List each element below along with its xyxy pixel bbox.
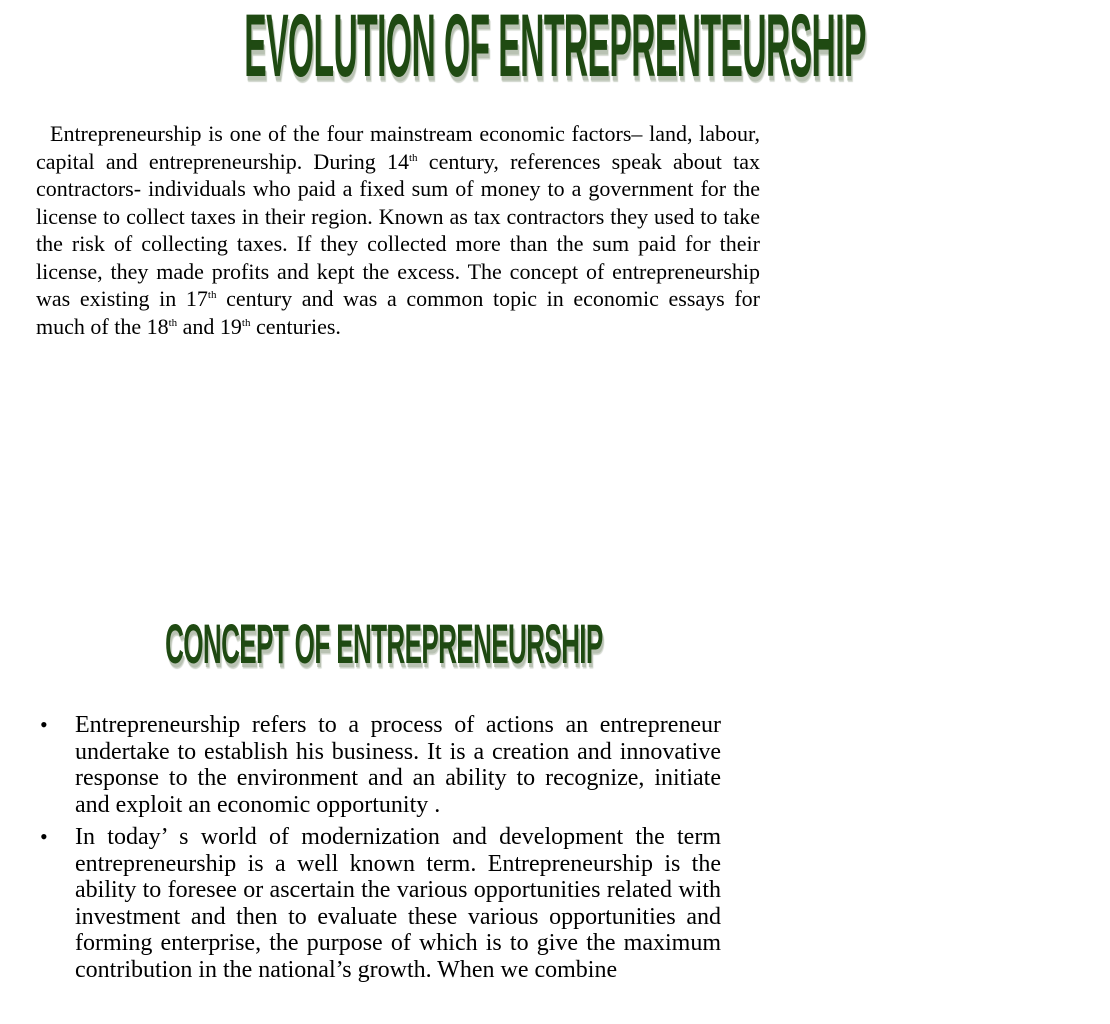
superscript-th: th (168, 316, 178, 329)
bullet-text: In today’ s world of modernization and development the term entrepreneurship is a well known term. Entrepreneurship is the ability to foresee or ascertain the various opportunities related with investment and then to evaluate these various opportunities and forming enterprise, the purpose of which is to give the maximum contribution in the national’s growth. When we combine (75, 824, 721, 983)
paragraph-text-3: century and was a common topic in economic essays for much of the 18 (36, 286, 761, 339)
paragraph-text-1: Entrepreneurship is one of the four mainstream economic factors– land, labour, capital and entrepreneurship. During 14 (36, 121, 760, 174)
concept-title (0, 613, 768, 677)
paragraph-text-2: century, references speak about tax contractors- individuals who paid a fixed sum of money to a government for the license to collect taxes in their region. Known as tax contractors they used to take the risk of collecting taxes. If they collected more than the sum paid for their license, they made profits and kept the excess. The concept of entrepreneurship was existing in 17 (36, 148, 760, 311)
superscript-th: th (409, 151, 418, 164)
evolution-title-text: EVOLUTION OF ENTREPRENTEURSHIP (244, 0, 866, 96)
evolution-title (0, 0, 866, 96)
paragraph-text-5: centuries. (250, 313, 341, 339)
paragraph-text-4: and 19 (177, 313, 242, 339)
bullet-icon: • (40, 712, 48, 737)
superscript-th: th (207, 289, 217, 301)
concept-bullet-list (40, 712, 721, 989)
concept-title-text: CONCEPT OF ENTREPRENEURSHIP (165, 613, 603, 676)
list-item (40, 712, 721, 818)
superscript-th: th (241, 316, 251, 329)
list-item (40, 824, 721, 983)
evolution-paragraph (36, 120, 760, 340)
bullet-text: Entrepreneurship refers to a process of actions an entrepreneur undertake to establish his business. It is a creation and innovative response to the environment and an ability to recognize, initiate and exploit an economic opportunity . (75, 712, 721, 818)
bullet-icon: • (40, 824, 48, 849)
